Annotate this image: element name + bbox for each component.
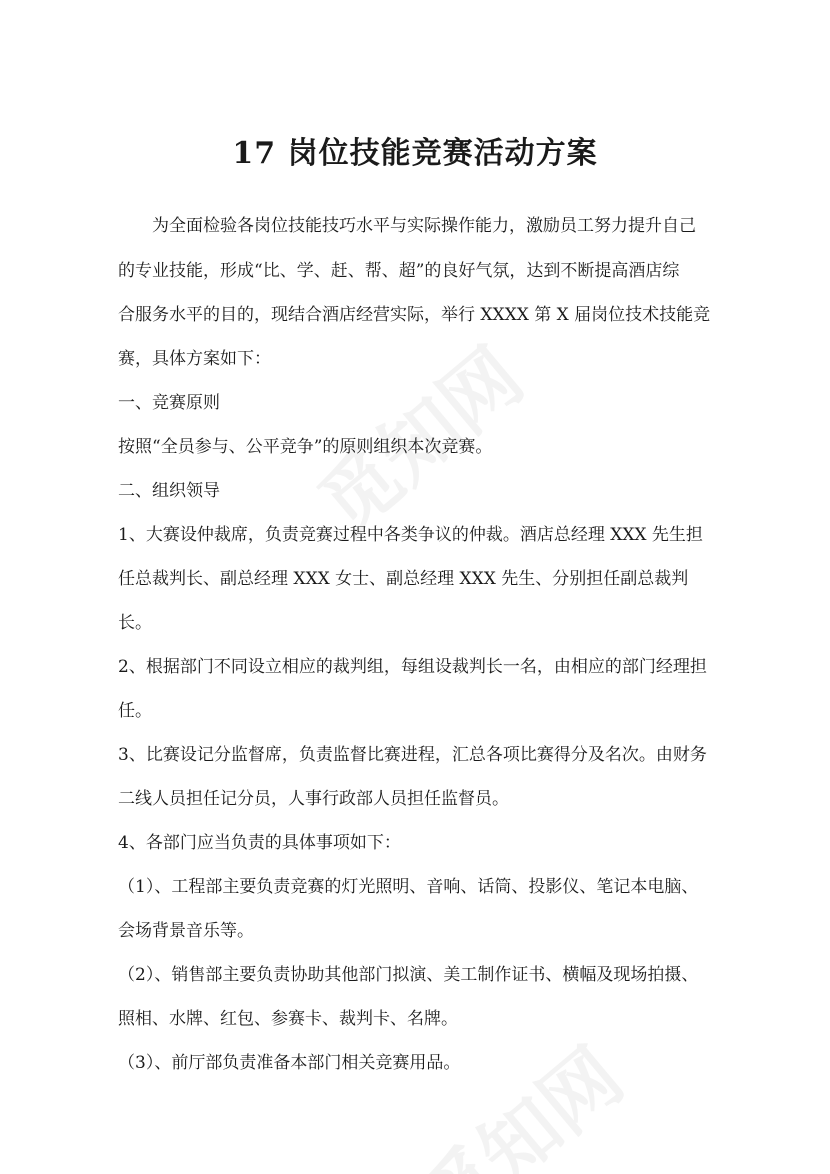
section-heading-principle: 一、竞赛原则 <box>118 393 220 413</box>
item-4-heading: 4、各部门应当负责的具体事项如下： <box>118 833 401 853</box>
section-heading-organization: 二、组织领导 <box>118 481 220 501</box>
sub-item-1-line-2: 会场背景音乐等。 <box>118 921 254 941</box>
document-title: 17 岗位技能竞赛活动方案 <box>232 136 598 171</box>
sub-item-2-line-2: 照相、水牌、红包、参赛卡、裁判卡、名牌。 <box>118 1009 458 1029</box>
item-3-line-2: 二线人员担任记分员，人事行政部人员担任监督员。 <box>118 789 509 809</box>
item-1-line-2: 任总裁判长、副总经理 XXX 女士、副总经理 XXX 先生、分别担任副总裁判 <box>118 569 689 589</box>
principle-text: 按照“全员参与、公平竞争”的原则组织本次竞赛。 <box>118 437 493 457</box>
item-2-line-1: 2、根据部门不同设立相应的裁判组，每组设裁判长一名，由相应的部门经理担 <box>118 657 707 677</box>
item-1-line-3: 长。 <box>118 613 152 633</box>
sub-item-1-line-1: （1）、工程部主要负责竞赛的灯光照明、音响、话筒、投影仪、笔记本电脑、 <box>118 877 699 897</box>
item-3-line-1: 3、比赛设记分监督席，负责监督比赛进程，汇总各项比赛得分及名次。由财务 <box>118 745 707 765</box>
body-line-1: 为全面检验各岗位技能技巧水平与实际操作能力，激励员工努力提升自己 <box>152 216 696 236</box>
body-line-2: 的专业技能，形成“比、学、赶、帮、超”的良好气氛，达到不断提高酒店综 <box>118 261 680 281</box>
item-1-line-1: 1、大赛设仲裁席，负责竞赛过程中各类争议的仲裁。酒店总经理 XXX 先生担 <box>118 525 703 545</box>
sub-item-3-line-1: （3）、前厅部负责准备本部门相关竞赛用品。 <box>118 1053 461 1073</box>
body-line-3: 合服务水平的目的，现结合酒店经营实际，举行 XXXX 第 X 届岗位技术技能竞 <box>118 305 711 325</box>
sub-item-2-line-1: （2）、销售部主要负责协助其他部门拟演、美工制作证书、横幅及现场拍摄、 <box>118 965 699 985</box>
item-2-line-2: 任。 <box>118 701 152 721</box>
body-line-4: 赛，具体方案如下： <box>118 349 271 369</box>
